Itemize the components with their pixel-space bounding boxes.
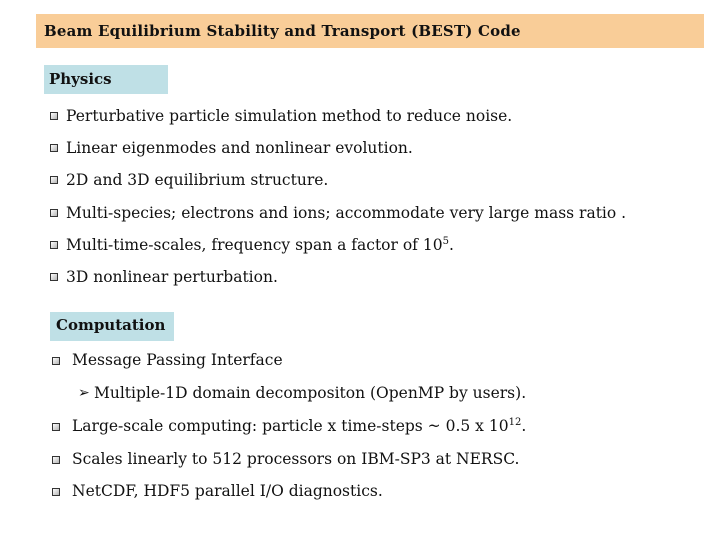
bullet-square-icon	[50, 176, 58, 184]
physics-item-end: .	[448, 236, 454, 254]
bullet-square-icon	[50, 144, 58, 152]
physics-item: Perturbative particle simulation method to reduce noise.	[66, 107, 513, 125]
bullet-square-icon	[52, 488, 60, 496]
computation-item	[72, 416, 526, 436]
computation-item: NetCDF, HDF5 parallel I/O diagnostics.	[72, 482, 383, 500]
physics-item-text: Multi-time-scales, frequency span a factor of 10	[66, 236, 443, 254]
title-bar	[36, 14, 704, 48]
bullet-square-icon	[50, 209, 58, 217]
computation-item-end: .	[521, 417, 527, 435]
computation-heading-box	[50, 312, 174, 341]
bullet-square-icon	[50, 273, 58, 281]
physics-item	[66, 235, 454, 255]
physics-heading: Physics	[49, 70, 112, 88]
physics-item: Multi-species; electrons and ions; accommodate very large mass ratio .	[66, 204, 627, 222]
exponent: 5	[442, 236, 449, 247]
computation-item: Message Passing Interface	[72, 351, 283, 369]
bullet-square-icon	[50, 241, 58, 249]
exponent: 12	[508, 417, 522, 428]
computation-subitem: Multiple-1D domain decompositon (OpenMP by users).	[94, 384, 527, 402]
bullet-square-icon	[52, 456, 60, 464]
physics-item: Linear eigenmodes and nonlinear evolution.	[66, 139, 413, 157]
computation-item-text: Large-scale computing: particle x time-steps ~ 0.5 x 10	[72, 417, 509, 435]
physics-heading-box	[44, 65, 168, 94]
bullet-square-icon	[52, 423, 60, 431]
page-title: Beam Equilibrium Stability and Transport (BEST) Code	[44, 22, 521, 40]
bullet-square-icon	[50, 112, 58, 120]
arrow-bullet-icon: ➢	[78, 385, 90, 401]
computation-item: Scales linearly to 512 processors on IBM-SP3 at NERSC.	[72, 450, 520, 468]
physics-item: 3D nonlinear perturbation.	[66, 268, 278, 286]
computation-heading: Computation	[56, 316, 166, 334]
physics-item: 2D and 3D equilibrium structure.	[66, 171, 329, 189]
bullet-square-icon	[52, 357, 60, 365]
